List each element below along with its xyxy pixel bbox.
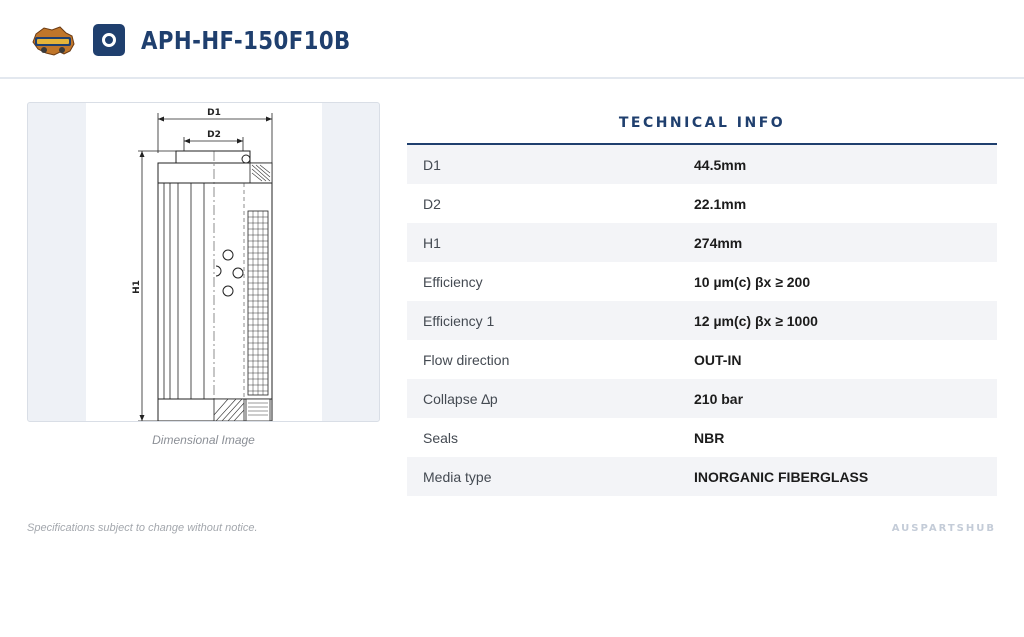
spec-value: 22.1mm xyxy=(694,196,747,212)
spec-value: OUT-IN xyxy=(694,352,742,368)
spec-value: 12 µm(c) βx ≥ 1000 xyxy=(694,313,818,329)
h1-label: H1 xyxy=(132,280,142,294)
spec-label: H1 xyxy=(423,235,441,251)
spec-value: 274mm xyxy=(694,235,743,251)
spec-value: 10 µm(c) βx ≥ 200 xyxy=(694,274,811,290)
auspartshub-logo-icon[interactable] xyxy=(30,24,76,58)
product-ring-icon xyxy=(93,24,125,56)
spec-label: Efficiency xyxy=(423,274,483,290)
spec-label: Media type xyxy=(423,469,492,485)
d1-label: D1 xyxy=(207,108,221,118)
spec-label: Flow direction xyxy=(423,352,510,368)
technical-info-title: TECHNICAL INFO xyxy=(618,115,786,131)
spec-value: 210 bar xyxy=(694,391,744,407)
spec-row-d2 xyxy=(407,184,997,223)
footer-disclaimer: Specifications subject to change without notice. xyxy=(27,522,258,534)
spec-row-efficiency-1 xyxy=(407,301,997,340)
spec-row-collapse xyxy=(407,379,997,418)
spec-value: INORGANIC FIBERGLASS xyxy=(694,469,869,485)
spec-label: Collapse ∆p xyxy=(423,391,498,407)
spec-value: 44.5mm xyxy=(694,157,747,173)
page-header xyxy=(0,0,1024,79)
filter-dimensional-drawing xyxy=(86,103,322,422)
spec-row-media-type xyxy=(407,457,997,496)
spec-row-d1 xyxy=(407,145,997,184)
spec-label: D1 xyxy=(423,157,441,173)
spec-label: D2 xyxy=(423,196,441,212)
spec-row-h1 xyxy=(407,223,997,262)
image-caption: Dimensional Image xyxy=(152,433,255,447)
spec-row-flow-direction xyxy=(407,340,997,379)
spec-table xyxy=(407,145,997,496)
spec-row-efficiency xyxy=(407,262,997,301)
spec-row-seals xyxy=(407,418,997,457)
dimensional-image-panel xyxy=(27,102,380,422)
spec-value: NBR xyxy=(694,430,725,446)
spec-label: Seals xyxy=(423,430,459,446)
page-title: APH-HF-150F10B xyxy=(141,26,351,55)
spec-label: Efficiency 1 xyxy=(423,313,495,329)
d2-label: D2 xyxy=(207,130,221,140)
footer-brand: AUSPARTSHUB xyxy=(891,523,996,534)
